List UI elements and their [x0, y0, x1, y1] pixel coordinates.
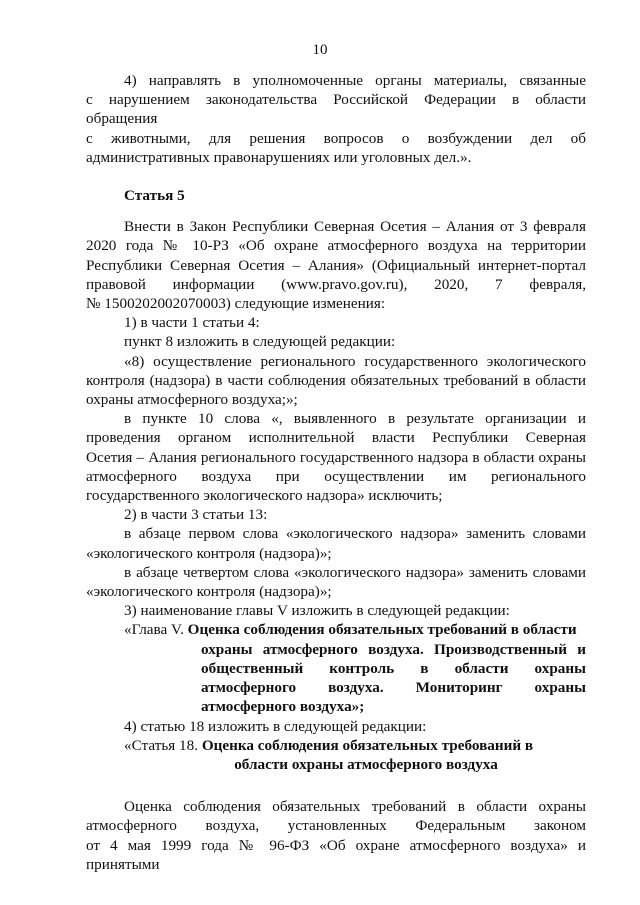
text-line: в пункте 10 слова «, выявленного в результате организации и — [124, 410, 586, 428]
text-line: Республики Северная Осетия – Алания» (Официальный интернет-портал — [86, 256, 586, 274]
chapter-title-line: атмосферного воздуха. Мониторинг охраны — [201, 679, 586, 697]
text-line: в абзаце четвертом слова «экологического надзора» заменить словами — [124, 563, 586, 581]
text-line: в абзаце первом слова «экологического надзора» заменить словами — [124, 525, 586, 543]
text-line: атмосферного воздуха, установленных Федеральным законом — [86, 817, 586, 835]
text-line: охраны атмосферного воздуха;»; — [86, 391, 298, 409]
text-line: проведения органом исполнительной власти Республики Северная — [86, 429, 586, 447]
article-18-heading — [86, 736, 586, 755]
article-18-title-line2: области охраны атмосферного воздуха — [234, 755, 498, 773]
article-5-heading: Статья 5 — [124, 187, 185, 205]
chapter-title-line: атмосферного воздуха»; — [201, 698, 365, 716]
paragraph-item-4 — [86, 71, 586, 90]
text-line: правовой информации (www.pravo.gov.ru), 2020, 7 февраля, — [86, 275, 586, 293]
text-line: «экологического контроля (надзора)»; — [86, 583, 332, 601]
text-line: 4) направлять в уполномоченные органы материалы, связанные — [124, 72, 586, 89]
text-line: 2020 года № 10-РЗ «Об охране атмосферного воздуха на территории — [86, 237, 586, 255]
document-body — [86, 71, 586, 874]
text-line: государственного экологического надзора» исключить; — [86, 487, 443, 505]
item-1-c — [86, 409, 586, 428]
article-18-title: Оценка соблюдения обязательных требований в — [201, 736, 534, 754]
chapter-title-line: Оценка соблюдения обязательных требований в области — [187, 621, 577, 639]
text-line: № 1500202002070003) следующие изменения: — [86, 295, 386, 313]
text-line: атмосферного воздуха при осуществлении им регионального — [86, 467, 586, 485]
item-1-a: пункт 8 изложить в следующей редакции: — [124, 333, 396, 351]
item-2-b — [86, 563, 586, 582]
text-line: контроля (надзора) в части соблюдения обязательных требований в области — [86, 371, 586, 389]
final-paragraph — [86, 797, 586, 816]
text-line: Оценка соблюдения обязательных требований в области охраны — [124, 798, 586, 816]
item-4: 4) статью 18 изложить в следующей редакции: — [124, 717, 427, 735]
intro-paragraph — [86, 217, 586, 236]
item-2-a — [86, 524, 586, 543]
text-line: от 4 мая 1999 года № 96-ФЗ «Об охране атмосферного воздуха» и принятыми — [86, 836, 586, 873]
text-line: административных правонарушениях или уголовных дел.». — [86, 148, 472, 166]
chapter-prefix: «Глава V. — [124, 621, 188, 639]
item-1: 1) в части 1 статьи 4: — [124, 314, 260, 332]
text-line: с животными, для решения вопросов о возбуждении дел об — [86, 129, 586, 147]
item-3: 3) наименование главы V изложить в следующей редакции: — [124, 602, 510, 620]
text-line: с нарушением законодательства Российской Федерации в области обращения — [86, 91, 586, 128]
item-1-b — [86, 352, 586, 371]
text-line: «экологического контроля (надзора)»; — [86, 544, 332, 562]
text-line: Осетия – Алания регионального государственного надзора в области охраны — [86, 448, 586, 466]
page-number: 10 — [312, 42, 328, 58]
article-18-prefix: «Статья 18. — [124, 736, 202, 754]
chapter-5-title — [86, 620, 586, 639]
text-line: «8) осуществление регионального государственного экологического — [124, 352, 586, 370]
text-line: Внести в Закон Республики Северная Осетия – Алания от 3 февраля — [124, 218, 586, 236]
chapter-title-line: охраны атмосферного воздуха. Производственный и — [201, 640, 586, 658]
chapter-title-line: общественный контроль в области охраны — [201, 659, 586, 677]
item-2: 2) в части 3 статьи 13: — [124, 506, 268, 524]
